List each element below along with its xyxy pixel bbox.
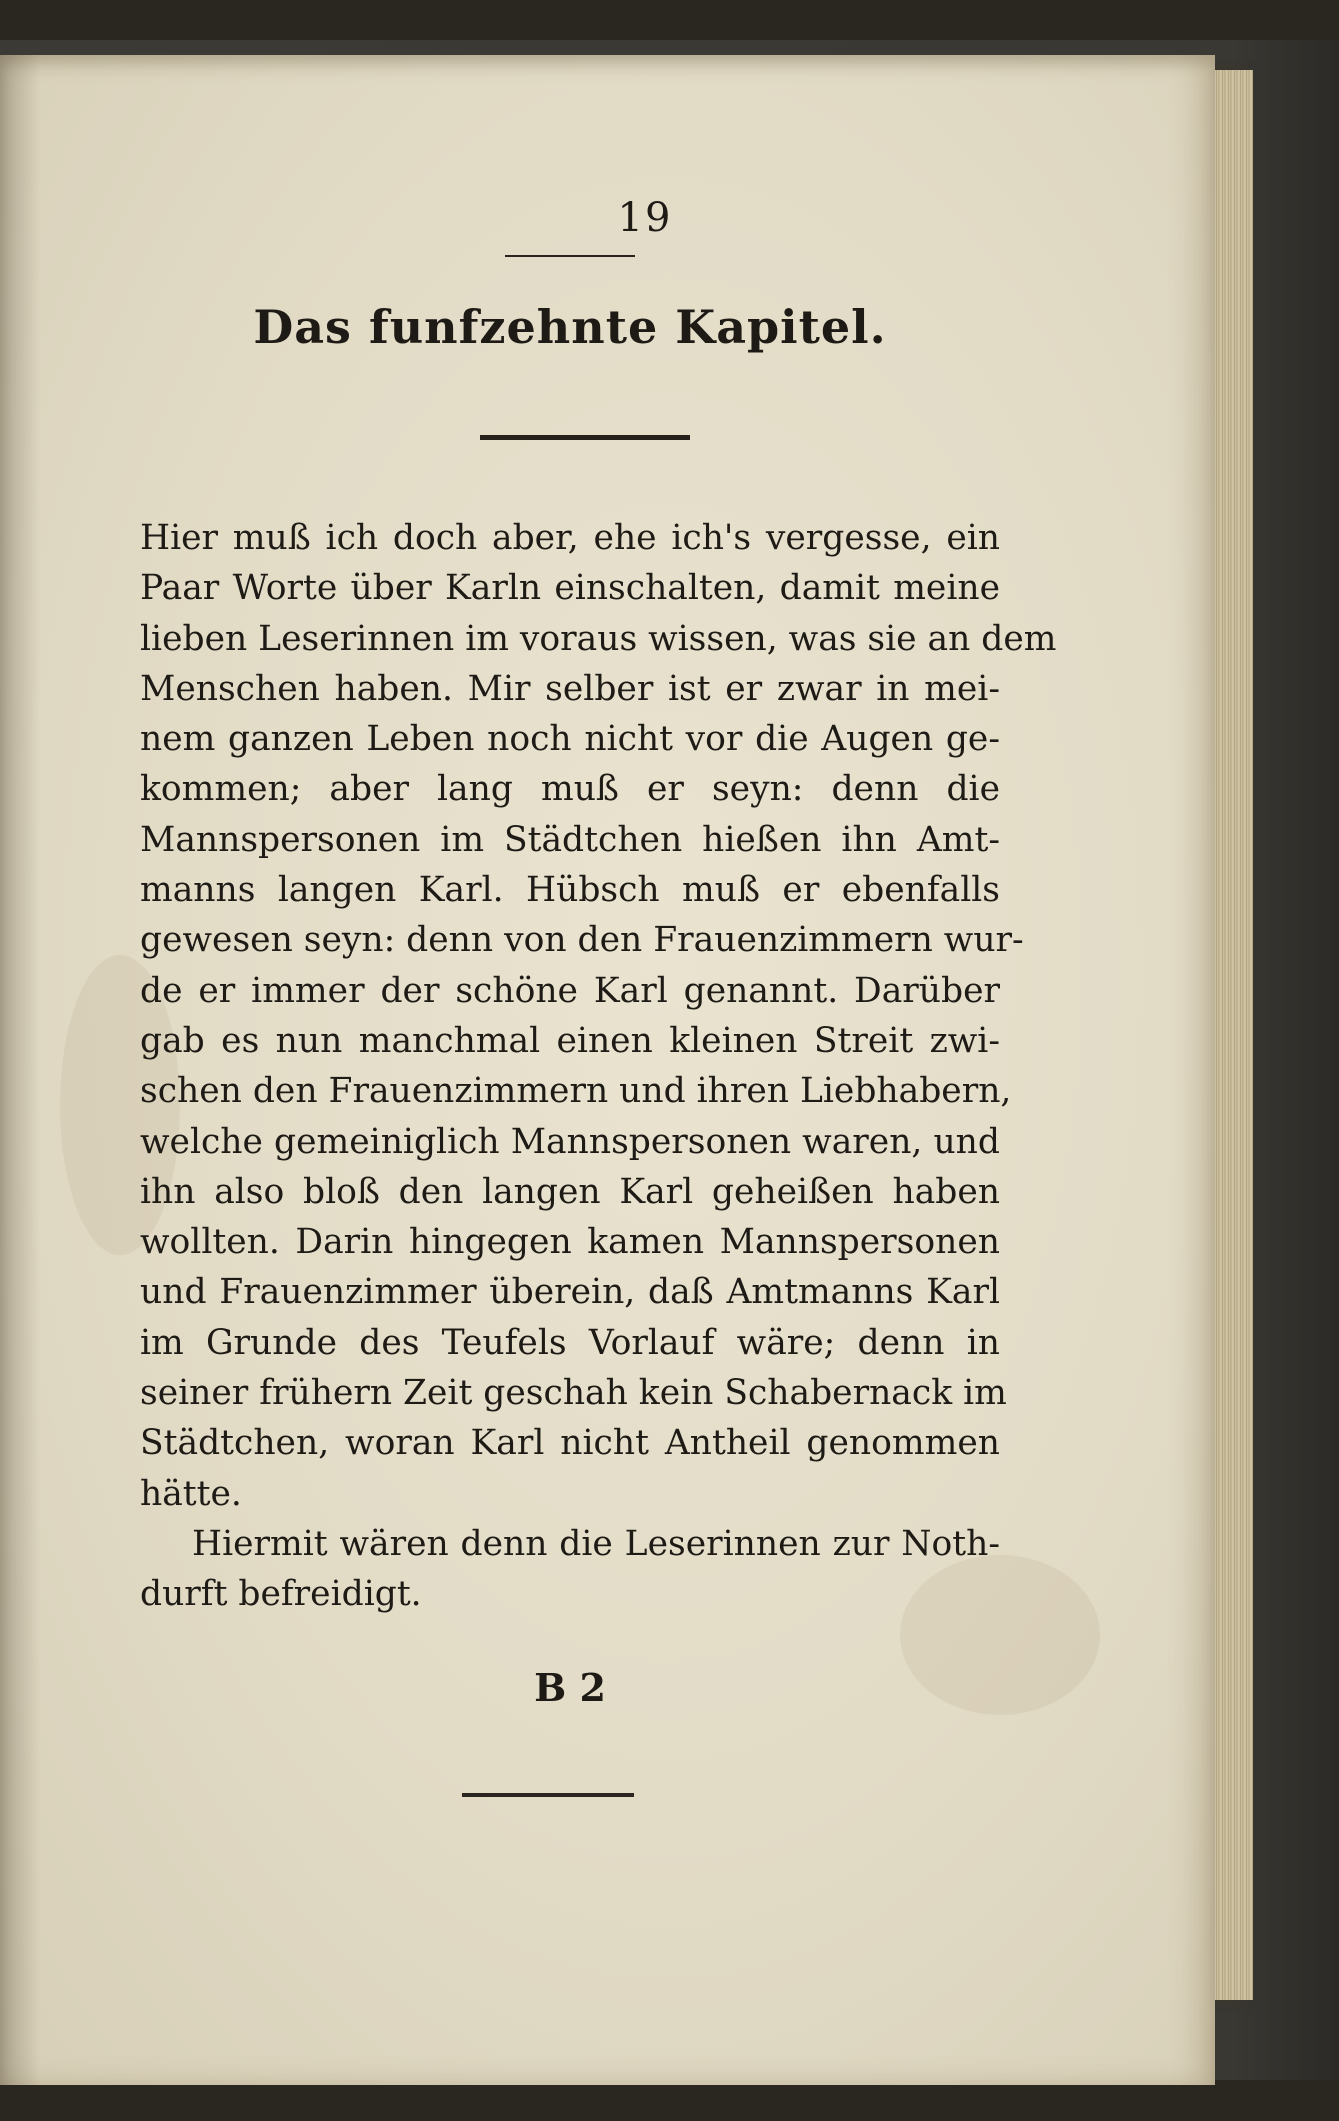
page-number: 19 [617,195,673,241]
text-line: wollten. Darin hingegen kamen Mannspersonen [140,1222,1000,1263]
text-line: Städtchen, woran Karl nicht Antheil genommen [140,1423,1000,1464]
bottom-rule [462,1793,634,1797]
text-line: gab es nun manchmal einen kleinen Streit zwi- [140,1020,1000,1061]
text-line: lieben Leserinnen im voraus wissen, was sie an dem [140,618,1057,659]
page-number-rule [505,255,635,257]
text-line: und Frauenzimmer überein, daß Amtmanns Karl [140,1272,1000,1313]
text-line: manns langen Karl. Hübsch muß er ebenfalls [140,870,1000,911]
text-line: schen den Frauenzimmern und ihren Liebhabern, [140,1071,1012,1112]
body-text [140,513,1057,1620]
chapter-title: Das funfzehnte Kapitel. [253,300,887,354]
spine-shadow [0,55,40,2085]
text-line: ihn also bloß den langen Karl geheißen haben [140,1171,1000,1212]
text-line: seiner frühern Zeit geschah kein Schabernack im [140,1373,1007,1414]
signature-mark: B 2 [534,1665,606,1710]
text-line: Hier muß ich doch aber, ehe ich's vergesse, ein [140,518,1000,558]
text-line: im Grunde des Teufels Vorlauf wäre; denn in [140,1322,1000,1363]
title-rule [480,435,690,440]
text-line: welche gemeiniglich Mannspersonen waren, und [140,1121,1000,1162]
text-line: kommen; aber lang muß er seyn: denn die [140,769,1000,810]
text-line: Hiermit wären denn die Leserinnen zur Noth- [192,1523,1000,1564]
text-line: Paar Worte über Karln einschalten, damit meine [140,568,1000,609]
text-line: de er immer der schöne Karl genannt. Darüber [140,970,1000,1011]
text-line: nem ganzen Leben noch nicht vor die Augen ge- [140,719,1000,760]
text-line: gewesen seyn: denn von den Frauenzimmern wur- [140,920,1024,961]
text-line: Menschen haben. Mir selber ist er zwar in mei- [140,668,1000,709]
text-line: hätte. [140,1473,242,1514]
text-line: Mannspersonen im Städtchen hießen ihn Amt- [140,819,1000,860]
text-line: durft befreidigt. [140,1574,422,1615]
